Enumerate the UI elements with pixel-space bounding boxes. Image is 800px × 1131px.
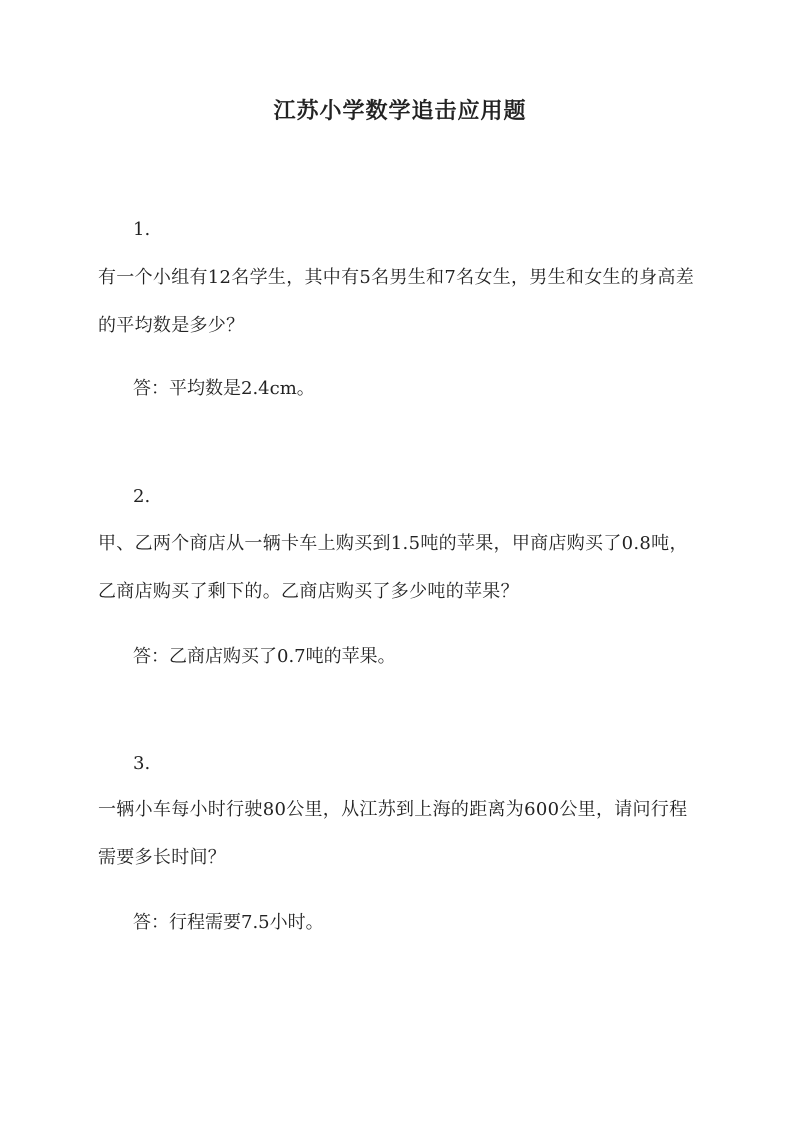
question-3-line-1: 一辆小车每小时行驶80公里，从江苏到上海的距离为600公里，请问行程 bbox=[98, 799, 688, 820]
question-1-line-1: 有一个小组有12名学生，其中有5名男生和7名女生，男生和女生的身高差 bbox=[98, 267, 695, 288]
question-1-line-2: 的平均数是多少？ bbox=[98, 315, 245, 336]
question-number-3: 3. bbox=[133, 753, 151, 774]
answer-3: 答：行程需要7.5小时。 bbox=[133, 912, 324, 933]
question-text-1 bbox=[98, 254, 708, 350]
question-3-line-2: 需要多长时间？ bbox=[98, 847, 227, 868]
answer-1: 答：平均数是2.4cm。 bbox=[133, 378, 315, 399]
question-number-2: 2. bbox=[133, 486, 151, 507]
question-2-line-1: 甲、乙两个商店从一辆卡车上购买到1.5吨的苹果，甲商店购买了0.8吨， bbox=[98, 533, 688, 554]
question-2-line-2: 乙商店购买了剩下的。乙商店购买了多少吨的苹果？ bbox=[98, 581, 519, 602]
question-text-2 bbox=[98, 520, 708, 616]
question-text-3 bbox=[98, 786, 708, 882]
question-number-1: 1. bbox=[133, 219, 151, 240]
page-title: 江苏小学数学追击应用题 bbox=[273, 98, 527, 124]
answer-2: 答：乙商店购买了0.7吨的苹果。 bbox=[133, 646, 396, 667]
